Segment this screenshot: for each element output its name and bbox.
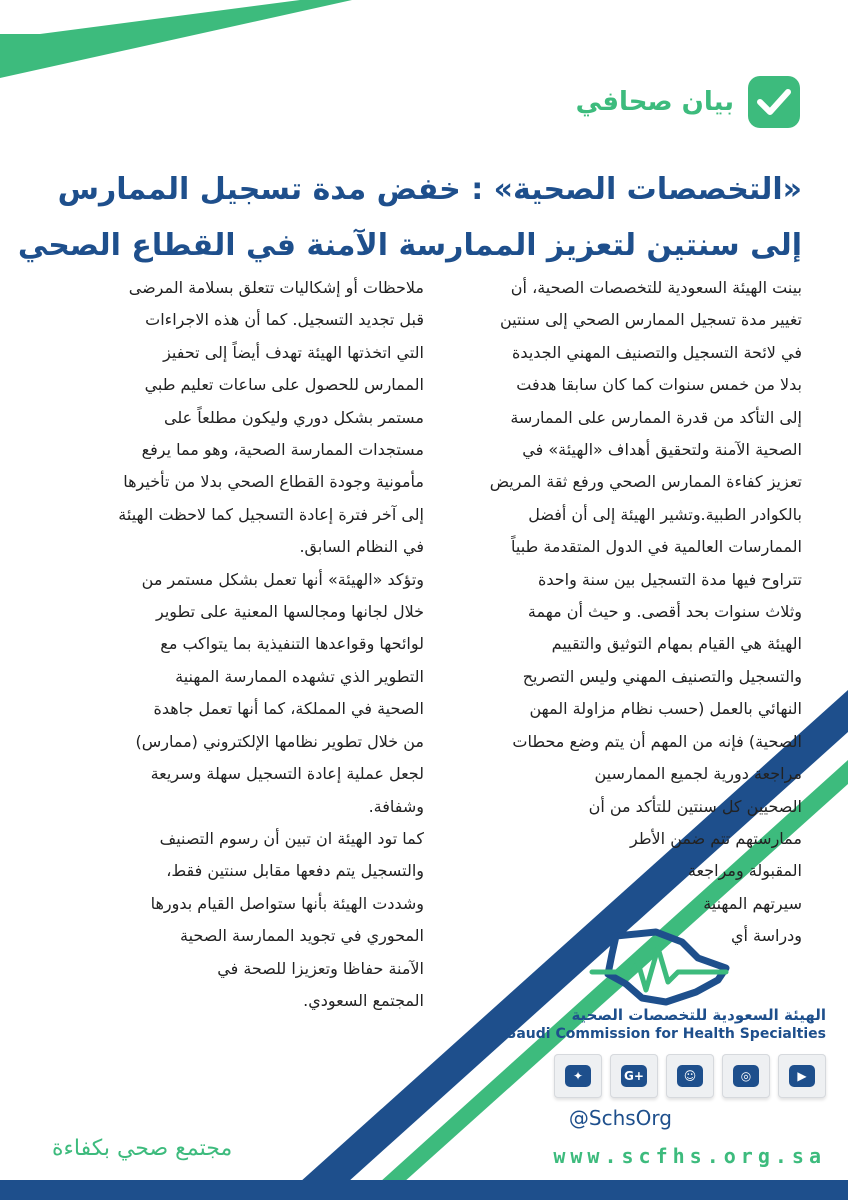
body-line: مستمر بشكل دوري وليكون مطلعاً على: [163, 407, 424, 427]
body-line: مستجدات الممارسة الصحية، وهو مما يرفع: [141, 440, 424, 460]
body-line: الممارس للحصول على ساعات تعليم طبي: [144, 375, 424, 395]
badge-label: بيان صحافي: [575, 87, 734, 117]
instagram-icon: ◎: [733, 1065, 759, 1087]
body-line: كما تود الهيئة ان تبين أن رسوم التصنيف: [159, 828, 424, 848]
google-plus-icon: G+: [621, 1065, 647, 1087]
youtube-button[interactable]: [778, 1054, 826, 1098]
website-link[interactable]: www.scfhs.org.sa: [553, 1144, 826, 1168]
google-plus-button[interactable]: [610, 1054, 658, 1098]
body-line: إلى التأكد من قدرة الممارس على الممارسة: [510, 407, 802, 427]
youtube-icon: ▶: [789, 1065, 815, 1087]
twitter-icon: ✦: [565, 1065, 591, 1087]
body-line: وشددت الهيئة بأنها ستواصل القيام بدورها: [150, 893, 424, 913]
headline: [17, 162, 802, 274]
body-line: المحوري في تجويد الممارسة الصحية: [180, 926, 424, 946]
body-line: وشفافة.: [368, 796, 424, 816]
body-line: في النظام السابق.: [299, 537, 424, 557]
body-line: الصحيين كل سنتين للتأكد من أن: [588, 796, 802, 816]
body-line: سيرتهم المهنية: [703, 893, 802, 913]
body-line: تغيير مدة تسجيل الممارس الصحي إلى سنتين: [499, 310, 802, 330]
bottom-blue-bar: [0, 1180, 848, 1200]
body-line: المقبولة ومراجعة: [687, 861, 802, 881]
social-links: [554, 1054, 826, 1102]
body-line: المجتمع السعودي.: [303, 990, 424, 1010]
body-line: في لائحة التسجيل والتصنيف المهني الجديدة: [512, 342, 802, 362]
body-line: لجعل عملية إعادة التسجيل سهلة وسريعة: [150, 764, 424, 784]
body-line: ممارستهم تتم ضمن الأطر: [629, 828, 802, 848]
check-icon: [748, 76, 800, 128]
body-line: بينت الهيئة السعودية للتخصصات الصحية، أن: [510, 278, 802, 297]
body-line: ودراسة أي: [730, 926, 802, 946]
body-line: والتسجيل يتم دفعها مقابل سنتين فقط،: [166, 861, 424, 881]
instagram-button[interactable]: [722, 1054, 770, 1098]
body-line: بدلا من خمس سنوات كما كان سابقا هدفت: [516, 375, 802, 395]
body-line: لوائحها وقواعدها التنفيذية بما يتواكب مع: [160, 634, 424, 654]
body-column-right: [442, 272, 802, 953]
body-line: الصحية) فإنه من المهم أن يتم وضع محطات: [512, 731, 802, 751]
body-line: التطوير الذي تشهده الممارسة المهنية: [175, 666, 424, 686]
logo-name-english: Saudi Commission for Health Specialties: [506, 1026, 826, 1042]
body-line: التي اتخذتها الهيئة تهدف أيضاً إلى تحفيز: [163, 342, 424, 362]
body-line: إلى آخر فترة إعادة التسجيل كما لاحظت الهيئة: [118, 504, 424, 524]
snapchat-button[interactable]: [666, 1054, 714, 1098]
body-line: خلال لجانها ومجالسها المعنية على تطوير: [156, 602, 424, 622]
body-line: بالكوادر الطبية.وتشير الهيئة إلى أن أفضل: [528, 504, 802, 524]
slogan: مجتمع صحي بكفاءة: [52, 1136, 233, 1161]
body-line: الصحية الآمنة ولتحقيق أهداف «الهيئة» في: [522, 440, 802, 460]
body-line: مراجعة دورية لجميع الممارسين: [594, 764, 802, 784]
headline-line-2: إلى سنتين لتعزيز الممارسة الآمنة في القطاع الصحي: [17, 228, 802, 263]
body-line: ملاحظات أو إشكاليات تتعلق بسلامة المرضى: [128, 278, 424, 297]
body-line: تعزيز كفاءة الممارس الصحي ورفع ثقة المريض: [489, 472, 802, 492]
body-line: قبل تجديد التسجيل. كما أن هذه الاجراءات: [145, 310, 424, 330]
body-line: النهائي بالعمل (حسب نظام مزاولة المهن: [529, 699, 802, 719]
body-line: وثلاث سنوات بحد أقصى. و حيث أن مهمة: [527, 602, 802, 622]
logo-name-arabic: الهيئة السعودية للتخصصات الصحية: [571, 1006, 826, 1024]
saudi-map-heartbeat-icon: [586, 928, 734, 1008]
body-line: مأمونية وجودة القطاع الصحي بدلا من تأخيرها: [123, 472, 424, 492]
body-line: تتراوح فيها مدة التسجيل بين سنة واحدة: [537, 569, 802, 589]
body-line: من خلال تطوير نظامها الإلكتروني (ممارس): [135, 731, 424, 751]
body-line: وتؤكد «الهيئة» أنها تعمل بشكل مستمر من: [141, 569, 424, 589]
body-line: الصحية في المملكة، كما أنها تعمل جاهدة: [153, 699, 424, 719]
headline-line-1: «التخصصات الصحية» : خفض مدة تسجيل الممارس: [57, 172, 802, 207]
body-column-left: [46, 272, 424, 1017]
social-handle[interactable]: @SchsOrg: [568, 1106, 672, 1130]
twitter-button[interactable]: [554, 1054, 602, 1098]
snapchat-icon: ☺: [677, 1065, 703, 1087]
body-line: الهيئة هي القيام بمهام التوثيق والتقييم: [551, 634, 802, 654]
body-line: والتسجيل والتصنيف المهني وليس التصريح: [522, 666, 802, 686]
body-line: الآمنة حفاظا وتعزيزا للصحة في: [217, 958, 424, 978]
press-release-badge: [576, 74, 800, 130]
body-line: الممارسات العالمية في الدول المتقدمة طبياً: [511, 537, 802, 557]
